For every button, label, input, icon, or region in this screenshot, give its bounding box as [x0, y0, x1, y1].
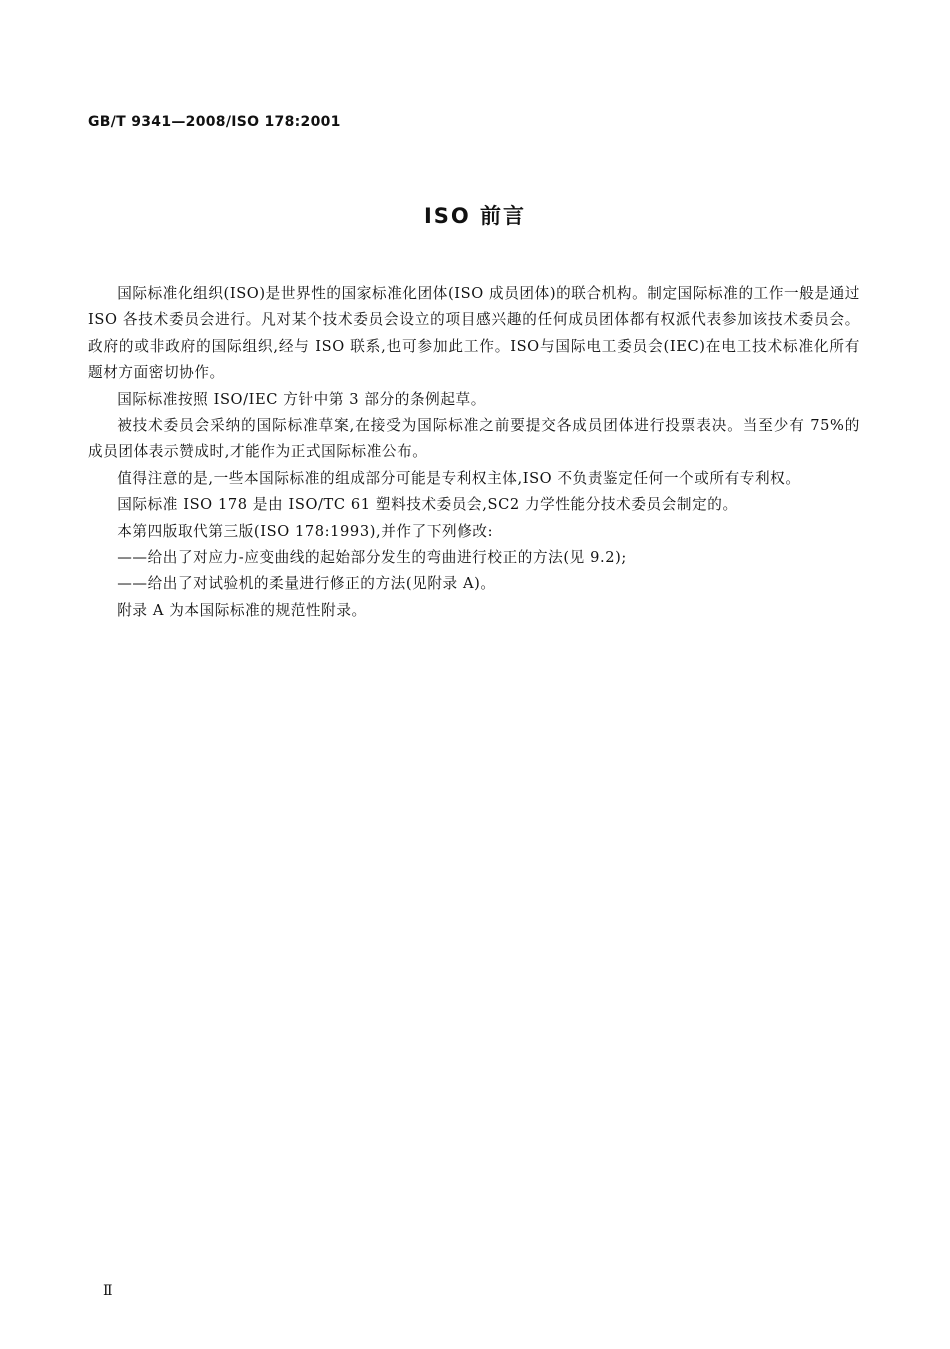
paragraph-committee: 国际标准 ISO 178 是由 ISO/TC 61 塑料技术委员会,SC2 力学性能分技术委员会制定的。: [117, 496, 738, 514]
paragraph-drafting-rules: 国际标准按照 ISO/IEC 方针中第 3 部分的条例起草。: [117, 390, 486, 408]
paragraph-edition: 本第四版取代第三版(ISO 178:1993),并作了下列修改:: [117, 522, 494, 540]
paragraph-iso-organization: 国际标准化组织(ISO)是世界性的国家标准化团体(ISO 成员团体)的联合机构。制定国际标准的工作一般是通过 ISO 各技术委员会进行。凡对某个技术委员会设立的项目感兴趣的任何成员团体都有权派代表参加该技术委员会。政府的或非政府的国际组织,经与 ISO 联系,也可参加此工作。ISO与国际电工委员会(IEC)在电工技术标准化所有题材方面密切协作。: [88, 285, 860, 382]
page-number: Ⅱ: [103, 1283, 113, 1299]
list-item-change-1: ——给出了对应力-应变曲线的起始部分发生的弯曲进行校正的方法(见 9.2);: [117, 549, 627, 567]
foreword-body: [88, 281, 860, 624]
paragraph-annex: 附录 A 为本国际标准的规范性附录。: [117, 601, 367, 619]
standard-number-header: GB/T 9341—2008/ISO 178:2001: [88, 114, 341, 130]
paragraph-voting: 被技术委员会采纳的国际标准草案,在接受为国际标准之前要提交各成员团体进行投票表决。当至少有 75%的成员团体表示赞成时,才能作为正式国际标准公布。: [88, 417, 860, 461]
list-item-change-2: ——给出了对试验机的柔量进行修正的方法(见附录 A)。: [117, 575, 496, 593]
page-title: ISO 前言: [423, 204, 527, 228]
paragraph-patent-notice: 值得注意的是,一些本国际标准的组成部分可能是专利权主体,ISO 不负责鉴定任何一个或所有专利权。: [117, 469, 801, 487]
